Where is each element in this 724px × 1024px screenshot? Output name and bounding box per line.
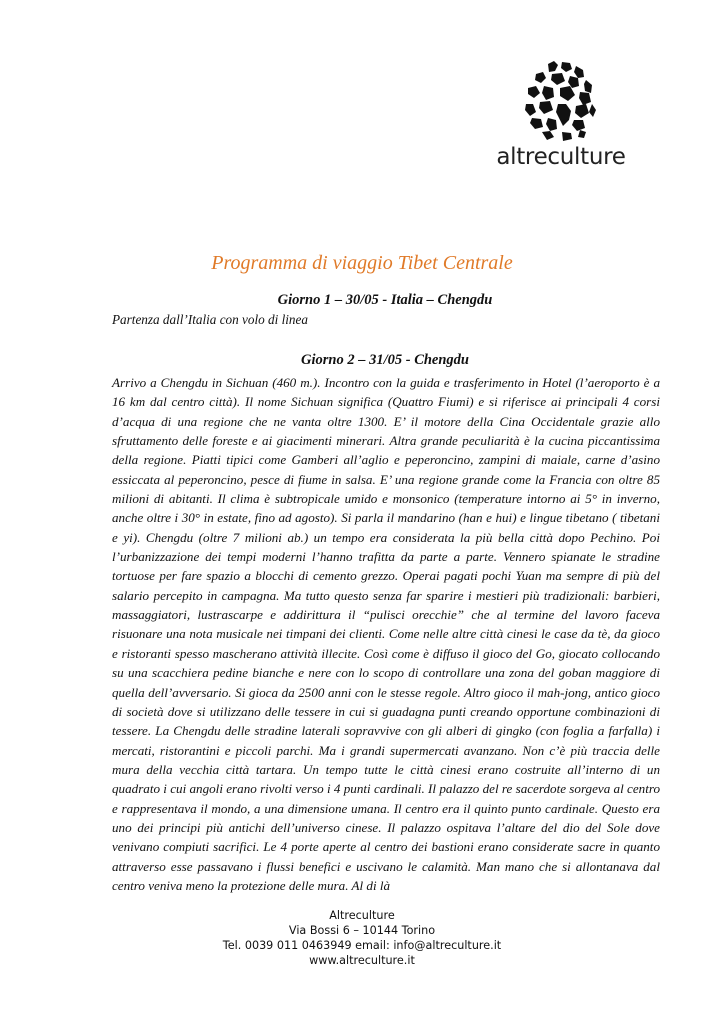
day-1-heading: Giorno 1 – 30/05 - Italia – Chengdu [277,292,493,308]
day-2-heading: Giorno 2 – 31/05 - Chengdu [301,352,469,368]
logo-wordmark: altreculture [496,144,626,170]
footer-contact: Tel. 0039 011 0463949 email: info@altreculture.it [222,939,502,952]
footer-company: Altreculture [329,909,395,922]
footer-website: www.altreculture.it [309,954,415,967]
footer-address: Via Bossi 6 – 10144 Torino [288,924,436,937]
day-2-description: Arrivo a Chengdu in Sichuan (460 m.). Incontro con la guida e trasferimento in Hotel (l’aeroporto è a 16 km dal centro città). Il nome Sichuan significa (Quattro Fiumi) e si riferisce ai principali 4 corsi d’acqua di una regione che ne vanta oltre 1300. E’ il motore della Cina Occidentale grazie allo sfruttamento delle foreste e ai giacimenti minerari. Altra grande peculiarità è la cucina piccantissima della regione. Piatti tipici come Gamberi all’aglio e peperoncino, zampini di maiale, carne d’asino essiccata al peperoncino, pesce di fiume in salsa. E’ una regione grande come la Francia con oltre 85 milioni di abitanti. Il clima è subtropicale umido e monsonico (temperature intorno ai 5° in inverno, anche oltre i 30° in estate, fino ad agosto). Si parla il mandarino (han e hui) e lingue tibetano ( tibetani e yi). Chengdu (oltre 7 milioni ab.) un tempo era considerata la più bella città dopo Pechino. Poi l’urbanizzazione dei tempi moderni l’hanno trafitta da parte a parte. Vennero spianate le stradine tortuose per fare spazio a blocchi di cemento grezzo. Operai pagati pochi Yuan ma sempre di più del salario percepito in campagna. Ma tutto questo senza far sparire i mestieri più tradizionali: barbieri, massaggiatori, lustrascarpe e addirittura il “pulisci orecchie” che al termine del lavoro faceva risuonare una nota musicale nei timpani dei clienti. Come nelle altre città cinesi le case da tè, da gioco e ristoranti spesso mascherano attività illecite. Così come è diffuso il gioco del Go, giocato collocando su una scacchiera pedine bianche e nere con lo scopo di controllare una zona del goban maggiore di quella dell’avversario. Si gioca da 2500 anni con le stesse regole. Altro gioco il mah-jong, antico gioco di società dove si utilizzano delle tessere in cui si guadagna punti creando opportune combinazioni di tessere. La Chengdu delle stradine laterali sopravvive con gli alberi di gingko (con foglia a farfalla) i mercati, ristorantini e piccoli parchi. Ma i grandi supermercati avanzano. Non c’è più traccia delle mura della vecchia città tartara. Un tempo tutte le città cinesi erano costruite all’interno di un quadrato i cui angoli erano rivolti verso i 4 punti cardinali. Il palazzo del re sacerdote sorgeva al centro e rappresentava il mondo, a una dimensione umana. Il centro era il quinto punto cardinale. Questo era uno dei principi più antichi dell’universo cinese. Il palazzo ospitava l’altare del dio del Sole dove venivano compiuti sacrifici. Le 4 porte aperte al centro dei bastioni erano considerate sacre in quanto attraverso esse passavano i flussi benefici e uscivano le calamità. Man mano che si allontanava dal centro veniva meno la protezione delle mura. Al di là [112,375,660,893]
day-1-description: Partenza dall’Italia con volo di linea [112,312,308,327]
page-footer [0,908,724,968]
page-title: Programma di viaggio Tibet Centrale [211,252,513,274]
globe-animals-logo-icon [518,56,604,144]
